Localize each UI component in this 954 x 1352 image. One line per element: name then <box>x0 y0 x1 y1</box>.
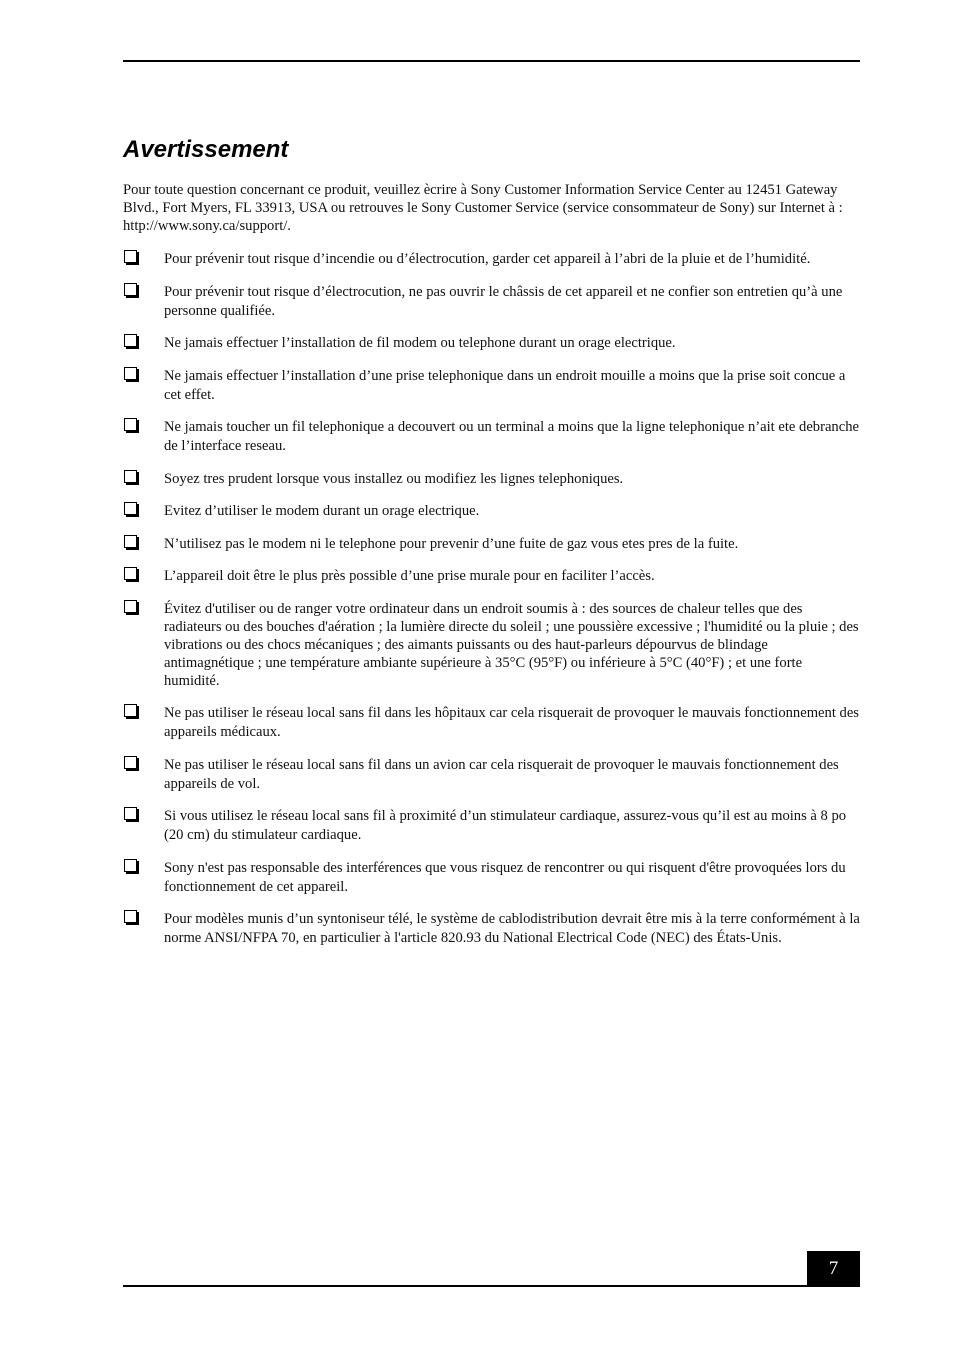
footer-rule <box>123 1285 860 1287</box>
list-item-text: Si vous utilisez le réseau local sans fil à proximité d’un stimulateur cardiaque, assurez-vous qu’il est au moins à 8 po (20 cm) du stimulateur cardiaque. <box>164 808 847 844</box>
page-number: 7 <box>807 1251 860 1287</box>
list-item <box>123 250 860 269</box>
list-item-text: Ne pas utiliser le réseau local sans fil dans un avion car cela risquerait de provoquer le mauvais fonctionnement des appareils de vol. <box>164 756 839 792</box>
list-item-text: Ne jamais effectuer l’installation d’une prise telephonique dans un endroit mouille a moins que la prise soit concue a cet effet. <box>164 367 846 403</box>
list-item <box>123 910 860 948</box>
list-item <box>123 807 860 845</box>
list-item-text: Pour modèles munis d’un syntoniseur télé, le système de cablodistribution devrait être mis à la terre conformément à la norme ANSI/NFPA 70, en particulier à l'article 820.93 du National Electrical Code (NEC) des États-Unis. <box>164 911 860 947</box>
list-item <box>123 535 860 554</box>
page-title: Avertissement <box>123 136 289 163</box>
list-item-text: Ne jamais effectuer l’installation de fil modem ou telephone durant un orage electrique. <box>164 335 676 351</box>
list-item <box>123 704 860 742</box>
checkbox-bullet-icon <box>124 334 137 347</box>
list-item-text: N’utilisez pas le modem ni le telephone pour prevenir d’une fuite de gaz vous etes pres de la fuite. <box>164 535 739 552</box>
checkbox-bullet-icon <box>124 250 137 263</box>
list-item-text: Pour prévenir tout risque d’électrocution, ne pas ouvrir le châssis de cet appareil et ne confier son entretien qu’à une personne qualifiée. <box>164 283 843 319</box>
checkbox-bullet-icon <box>124 807 137 820</box>
list-item <box>123 859 860 897</box>
checkbox-bullet-icon <box>124 502 137 515</box>
list-item-text: Pour prévenir tout risque d’incendie ou d’électrocution, garder cet appareil à l’abri de la pluie et de l’humidité. <box>164 251 811 267</box>
list-item <box>123 502 860 521</box>
list-item-text: Ne jamais toucher un fil telephonique a decouvert ou un terminal a moins que la ligne telephonique n’ait ete debranche de l’interface reseau. <box>164 419 859 454</box>
list-item-text: L’appareil doit être le plus près possible d’une prise murale pour en faciliter l’accès. <box>164 568 655 584</box>
list-item-text: Évitez d'utiliser ou de ranger votre ordinateur dans un endroit soumis à : des sources de chaleur telles que des radiateurs ou des bouches d'aération ; la lumière directe du soleil ; une poussière excessive ; l'humidité ou la pluie ; des vibrations ou des chocs mécaniques ; des aimants puissants ou des haut-parleurs dépourvus de blindage antimagnétique ; une température ambiante supérieure à 35°C (95°F) ou inférieure à 5°C (40°F) ; et une forte humidité. <box>164 600 859 690</box>
checkbox-bullet-icon <box>124 367 137 380</box>
list-item <box>123 567 860 586</box>
checkbox-bullet-icon <box>124 283 137 296</box>
checkbox-bullet-icon <box>124 859 137 872</box>
list-item-text: Evitez d’utiliser le modem durant un orage electrique. <box>164 503 480 519</box>
list-item-text: Ne pas utiliser le réseau local sans fil dans les hôpitaux car cela risquerait de provoquer le mauvais fonctionnement des appareils médicaux. <box>164 705 859 741</box>
checkbox-bullet-icon <box>124 535 137 548</box>
list-item-text: Sony n'est pas responsable des interférences que vous risquez de rencontrer ou qui risquent d'être provoquées lors du fonctionnement de cet appareil. <box>164 859 846 895</box>
checkbox-bullet-icon <box>124 600 137 613</box>
list-item <box>123 756 860 794</box>
checkbox-bullet-icon <box>124 418 137 431</box>
list-item-text: Soyez tres prudent lorsque vous installez ou modifiez les lignes telephoniques. <box>164 470 624 487</box>
list-item <box>123 367 860 405</box>
checkbox-bullet-icon <box>124 910 137 923</box>
checkbox-bullet-icon <box>124 704 137 717</box>
checkbox-bullet-icon <box>124 567 137 580</box>
checkbox-bullet-icon <box>124 756 137 769</box>
list-item <box>123 334 860 353</box>
checkbox-bullet-icon <box>124 470 137 483</box>
list-item <box>123 418 860 456</box>
header-rule <box>123 60 860 62</box>
intro-paragraph: Pour toute question concernant ce produit, veuillez ècrire à Sony Customer Information Service Center au 12451 Gateway Blvd., Fort Myers, FL 33913, USA ou retrouves le Sony Customer Service (service consommateur de Sony) sur Internet à : http://www.sony.ca/support/. <box>123 182 843 234</box>
list-item <box>123 600 860 691</box>
warning-list <box>123 250 860 962</box>
list-item <box>123 283 860 321</box>
list-item <box>123 470 860 489</box>
